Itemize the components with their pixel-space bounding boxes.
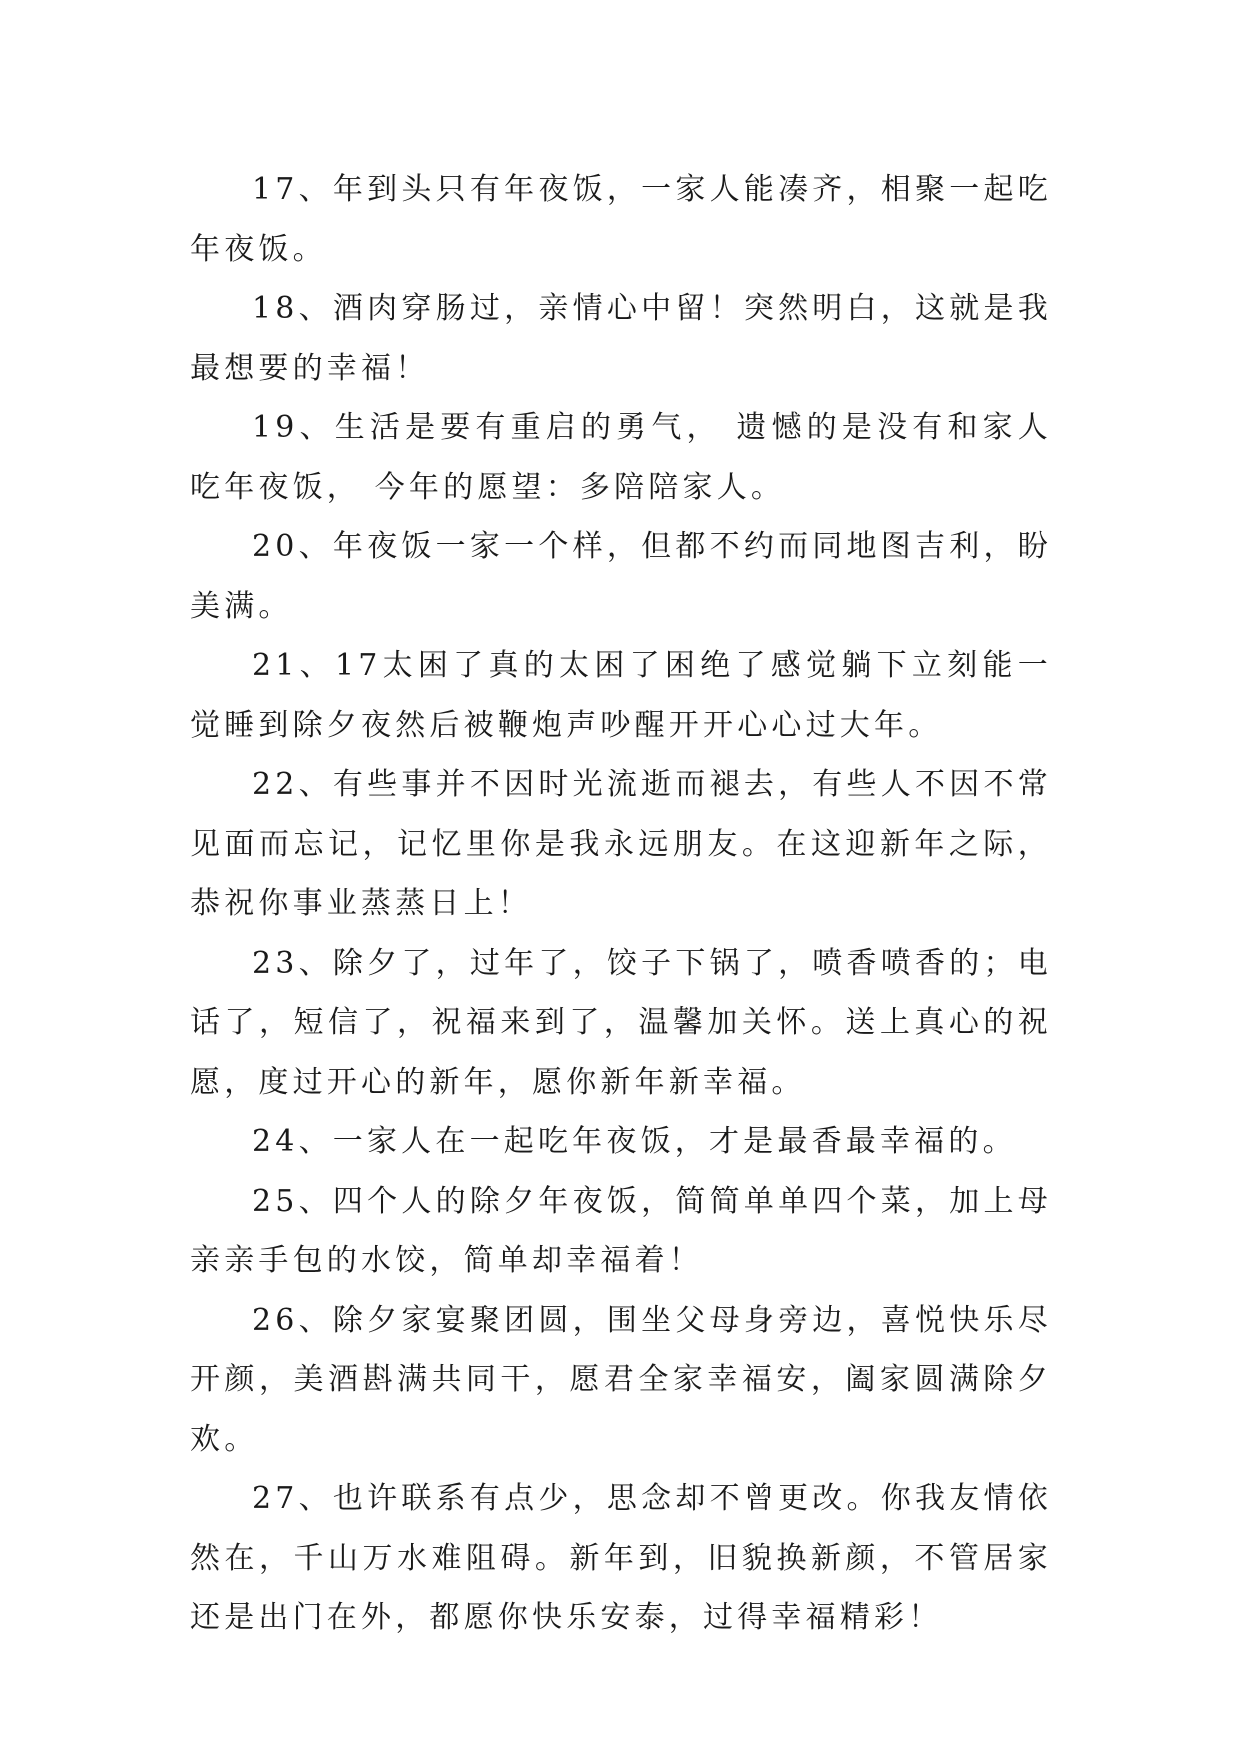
paragraph-22: 22、有些事并不因时光流逝而褪去，有些人不因不常见面而忘记，记忆里你是我永远朋友。在这迎新年之际，恭祝你事业蒸蒸日上！ [190, 767, 1052, 921]
paragraph-17: 17、年到头只有年夜饭，一家人能凑齐，相聚一起吃年夜饭。 [190, 172, 1052, 267]
paragraph-18: 18、酒肉穿肠过，亲情心中留！突然明白，这就是我最想要的幸福！ [190, 291, 1052, 386]
paragraph-25: 25、四个人的除夕年夜饭，简简单单四个菜，加上母亲亲手包的水饺，简单却幸福着！ [190, 1183, 1052, 1278]
paragraph-26: 26、除夕家宴聚团圆，围坐父母身旁边，喜悦快乐尽开颜，美酒斟满共同干，愿君全家幸福安，阖家圆满除夕欢。 [190, 1302, 1052, 1457]
paragraph-24: 24、一家人在一起吃年夜饭，才是最香最幸福的。 [252, 1124, 1017, 1159]
paragraph-20: 20、年夜饭一家一个样，但都不约而同地图吉利，盼美满。 [190, 529, 1052, 624]
paragraph-23: 23、除夕了，过年了，饺子下锅了，喷香喷香的；电话了，短信了，祝福来到了，温馨加关怀。送上真心的祝愿，度过开心的新年，愿你新年新幸福。 [190, 945, 1052, 1100]
paragraph-21: 21、17太困了真的太困了困绝了感觉躺下立刻能一觉睡到除夕夜然后被鞭炮声吵醒开开心心过大年。 [190, 648, 1052, 743]
paragraph-19: 19、生活是要有重启的勇气， 遗憾的是没有和家人吃年夜饭， 今年的愿望：多陪陪家人。 [190, 410, 1052, 505]
paragraph-27: 27、也许联系有点少，思念却不曾更改。你我友情依然在，千山万水难阻碍。新年到，旧貌换新颜，不管居家还是出门在外，都愿你快乐安泰，过得幸福精彩！ [190, 1481, 1052, 1635]
document-body [190, 160, 1052, 1648]
